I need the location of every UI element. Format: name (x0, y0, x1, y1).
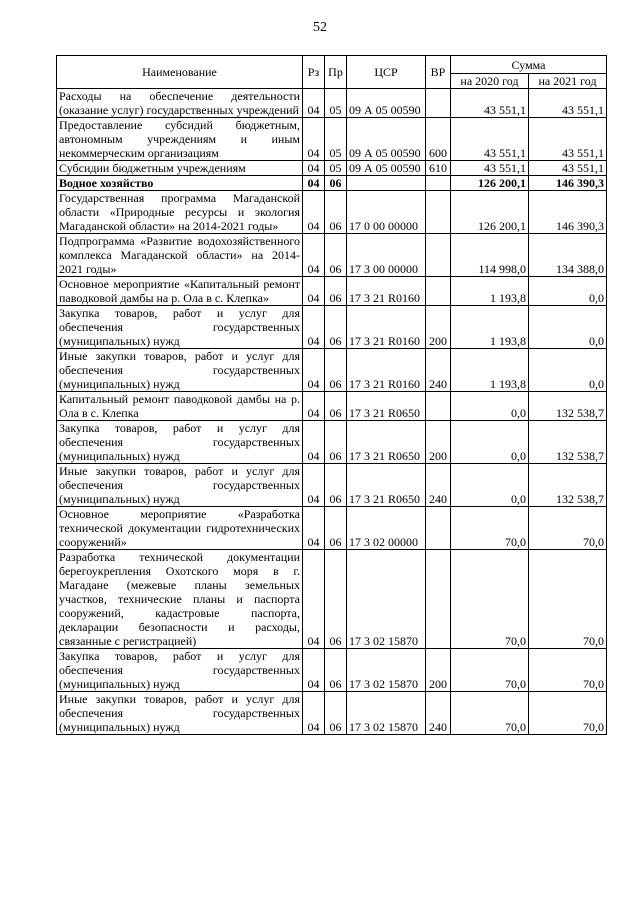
row-sum-2020: 1 193,8 (451, 277, 529, 306)
row-sum-2020: 70,0 (451, 507, 529, 550)
row-csr: 17 3 02 00000 (347, 507, 426, 550)
budget-table (56, 55, 607, 735)
row-sum-2021: 43 551,1 (529, 118, 607, 161)
row-sum-2020: 126 200,1 (451, 176, 529, 191)
row-pr: 05 (325, 161, 347, 176)
row-csr: 17 3 02 15870 (347, 550, 426, 649)
row-sum-2021: 70,0 (529, 550, 607, 649)
row-rz: 04 (303, 649, 325, 692)
table-row (57, 277, 607, 306)
row-vr (426, 392, 451, 421)
header-year-2021: на 2021 год (529, 74, 607, 89)
row-sum-2021: 43 551,1 (529, 89, 607, 118)
row-name: Закупка товаров, работ и услуг для обеспечения государственных (муниципальных) нужд (57, 649, 303, 692)
row-pr: 05 (325, 89, 347, 118)
row-sum-2021: 146 390,3 (529, 191, 607, 234)
row-rz: 04 (303, 191, 325, 234)
row-pr: 06 (325, 692, 347, 735)
row-name: Иные закупки товаров, работ и услуг для обеспечения государственных (муниципальных) нужд (57, 349, 303, 392)
row-sum-2021: 70,0 (529, 649, 607, 692)
row-csr: 17 3 21 R0160 (347, 277, 426, 306)
row-sum-2021: 43 551,1 (529, 161, 607, 176)
row-vr (426, 89, 451, 118)
row-vr (426, 550, 451, 649)
row-pr: 06 (325, 176, 347, 191)
row-name: Иные закупки товаров, работ и услуг для обеспечения государственных (муниципальных) нужд (57, 464, 303, 507)
row-sum-2020: 0,0 (451, 464, 529, 507)
row-vr: 200 (426, 421, 451, 464)
row-pr: 05 (325, 118, 347, 161)
row-name: Капитальный ремонт паводковой дамбы на р. Ола в с. Клепка (57, 392, 303, 421)
row-sum-2021: 132 538,7 (529, 421, 607, 464)
row-sum-2021: 146 390,3 (529, 176, 607, 191)
row-vr: 240 (426, 349, 451, 392)
row-name: Иные закупки товаров, работ и услуг для обеспечения государственных (муниципальных) нужд (57, 692, 303, 735)
row-sum-2021: 0,0 (529, 306, 607, 349)
row-rz: 04 (303, 234, 325, 277)
row-rz: 04 (303, 507, 325, 550)
table-row (57, 550, 607, 649)
row-pr: 06 (325, 649, 347, 692)
table-row (57, 464, 607, 507)
table-header (57, 56, 607, 89)
row-pr: 06 (325, 234, 347, 277)
row-name: Закупка товаров, работ и услуг для обеспечения государственных (муниципальных) нужд (57, 306, 303, 349)
row-sum-2020: 1 193,8 (451, 306, 529, 349)
row-pr: 06 (325, 507, 347, 550)
row-rz: 04 (303, 277, 325, 306)
row-vr (426, 277, 451, 306)
row-name: Основное мероприятие «Разработка технической документации гидротехнических сооружений» (57, 507, 303, 550)
row-vr (426, 507, 451, 550)
row-vr: 610 (426, 161, 451, 176)
table-row (57, 649, 607, 692)
row-pr: 06 (325, 421, 347, 464)
row-name: Расходы на обеспечение деятельности (оказание услуг) государственных учреждений (57, 89, 303, 118)
row-pr: 06 (325, 464, 347, 507)
row-name: Основное мероприятие «Капитальный ремонт паводковой дамбы на р. Ола в с. Клепка» (57, 277, 303, 306)
row-rz: 04 (303, 421, 325, 464)
row-csr: 17 3 02 15870 (347, 692, 426, 735)
row-sum-2021: 0,0 (529, 349, 607, 392)
table-row (57, 118, 607, 161)
row-sum-2020: 70,0 (451, 550, 529, 649)
row-csr: 17 3 00 00000 (347, 234, 426, 277)
row-sum-2020: 114 998,0 (451, 234, 529, 277)
header-csr: ЦСР (347, 56, 426, 89)
row-rz: 04 (303, 392, 325, 421)
row-pr: 06 (325, 349, 347, 392)
row-csr: 09 А 05 00590 (347, 89, 426, 118)
row-sum-2020: 43 551,1 (451, 89, 529, 118)
row-vr: 600 (426, 118, 451, 161)
row-name: Подпрограмма «Развитие водохозяйственного комплекса Магаданской области» на 2014-2021 годы» (57, 234, 303, 277)
row-name: Субсидии бюджетным учреждениям (57, 161, 303, 176)
row-csr: 17 3 02 15870 (347, 649, 426, 692)
row-sum-2020: 0,0 (451, 392, 529, 421)
row-vr (426, 176, 451, 191)
row-sum-2020: 70,0 (451, 692, 529, 735)
header-sum: Сумма (451, 56, 607, 74)
row-vr: 240 (426, 464, 451, 507)
row-sum-2021: 0,0 (529, 277, 607, 306)
row-rz: 04 (303, 349, 325, 392)
header-name: Наименование (57, 56, 303, 89)
header-pr: Пр (325, 56, 347, 89)
table-row (57, 234, 607, 277)
row-csr: 17 3 21 R0650 (347, 464, 426, 507)
table-row (57, 392, 607, 421)
row-rz: 04 (303, 550, 325, 649)
table-row (57, 692, 607, 735)
row-name: Предоставление субсидий бюджетным, автономным учреждениям и иным некоммерческим организациям (57, 118, 303, 161)
row-name: Закупка товаров, работ и услуг для обеспечения государственных (муниципальных) нужд (57, 421, 303, 464)
table-row (57, 306, 607, 349)
row-sum-2020: 1 193,8 (451, 349, 529, 392)
row-pr: 06 (325, 550, 347, 649)
table-row (57, 507, 607, 550)
row-name: Разработка технической документации берегоукрепления Охотского моря в г. Магадане (межевые планы земельных участков, технические планы и паспорта сооружений, кадастровые паспорта, декларации безопасности и расходы, связанные с регистрацией) (57, 550, 303, 649)
row-csr: 17 3 21 R0160 (347, 306, 426, 349)
row-csr: 17 3 21 R0650 (347, 392, 426, 421)
row-csr: 17 3 21 R0650 (347, 421, 426, 464)
header-year-2020: на 2020 год (451, 74, 529, 89)
row-name: Государственная программа Магаданской области «Природные ресурсы и экология Магаданской области» на 2014-2021 годы» (57, 191, 303, 234)
row-vr (426, 234, 451, 277)
header-vr: ВР (426, 56, 451, 89)
table-row (57, 176, 607, 191)
row-sum-2020: 0,0 (451, 421, 529, 464)
row-csr: 17 3 21 R0160 (347, 349, 426, 392)
row-pr: 06 (325, 392, 347, 421)
row-pr: 06 (325, 191, 347, 234)
row-csr: 09 А 05 00590 (347, 161, 426, 176)
row-csr: 17 0 00 00000 (347, 191, 426, 234)
row-csr (347, 176, 426, 191)
page-number: 52 (313, 20, 327, 35)
row-sum-2020: 43 551,1 (451, 161, 529, 176)
row-pr: 06 (325, 306, 347, 349)
row-sum-2021: 134 388,0 (529, 234, 607, 277)
row-vr: 200 (426, 306, 451, 349)
row-rz: 04 (303, 692, 325, 735)
table-row (57, 191, 607, 234)
header-rz: Рз (303, 56, 325, 89)
table-body (57, 89, 607, 735)
row-rz: 04 (303, 464, 325, 507)
row-rz: 04 (303, 118, 325, 161)
row-sum-2021: 70,0 (529, 507, 607, 550)
row-csr: 09 А 05 00590 (347, 118, 426, 161)
row-vr: 240 (426, 692, 451, 735)
table-row (57, 89, 607, 118)
row-sum-2020: 70,0 (451, 649, 529, 692)
row-sum-2021: 132 538,7 (529, 464, 607, 507)
row-rz: 04 (303, 89, 325, 118)
row-vr: 200 (426, 649, 451, 692)
row-name: Водное хозяйство (57, 176, 303, 191)
row-sum-2020: 43 551,1 (451, 118, 529, 161)
row-pr: 06 (325, 277, 347, 306)
row-vr (426, 191, 451, 234)
table-row (57, 349, 607, 392)
row-rz: 04 (303, 176, 325, 191)
row-rz: 04 (303, 161, 325, 176)
row-sum-2021: 132 538,7 (529, 392, 607, 421)
table-row (57, 161, 607, 176)
row-rz: 04 (303, 306, 325, 349)
row-sum-2020: 126 200,1 (451, 191, 529, 234)
table-row (57, 421, 607, 464)
row-sum-2021: 70,0 (529, 692, 607, 735)
